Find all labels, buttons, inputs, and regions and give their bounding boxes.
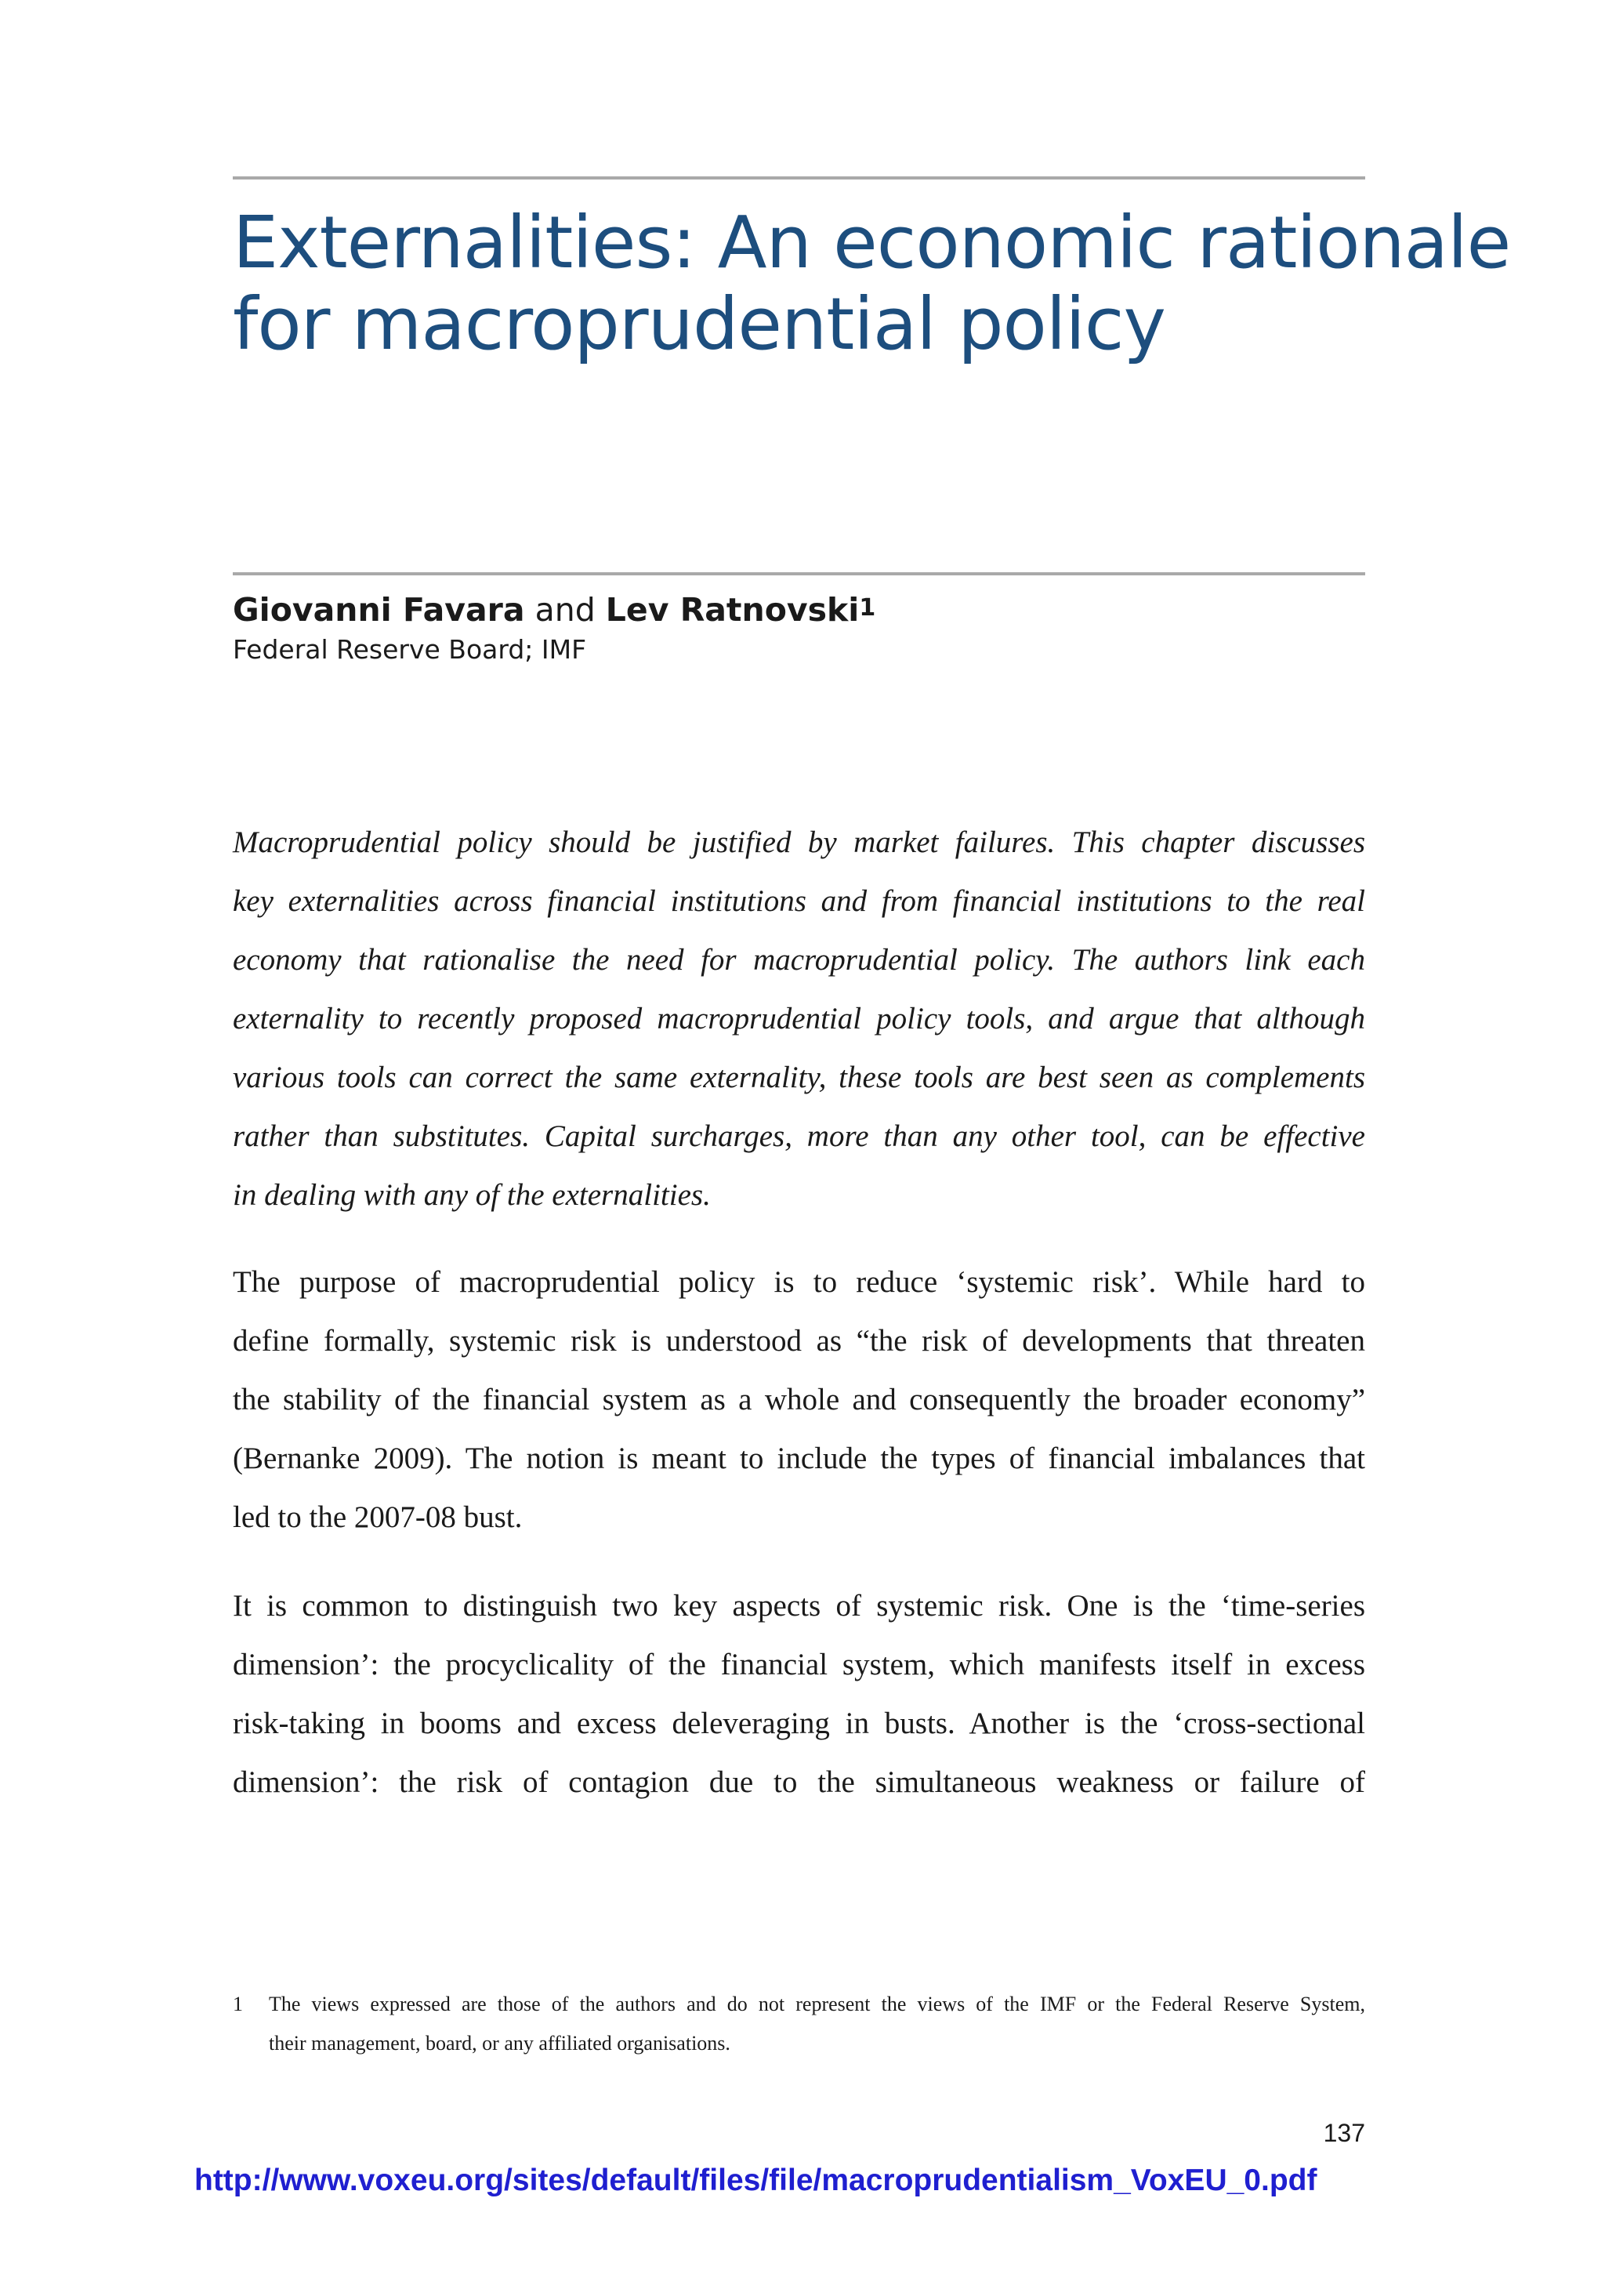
body-paragraph-2 [233, 1576, 1365, 1812]
title-line-2: for macroprudential policy [233, 282, 1165, 366]
affiliation: Federal Reserve Board; IMF [233, 634, 587, 665]
paragraph-line: The purpose of macroprudential policy is to reduce ‘systemic risk’. While hard to [233, 1265, 1365, 1299]
page-number: 137 [1323, 2119, 1365, 2147]
author-footnote-marker: 1 [859, 594, 876, 622]
footnote-line: The views expressed are those of the authors and do not represent the views of the IMF or the Federal Reserve System, [269, 1993, 1365, 2015]
paragraph-line: risk-taking in booms and excess deleveraging in busts. Another is the ‘cross-sectional [233, 1707, 1365, 1740]
author-2: Lev Ratnovski [605, 591, 860, 629]
paragraph-line: led to the 2007-08 bust. [233, 1500, 523, 1534]
abstract-line: economy that rationalise the need for macroprudential policy. The authors link each [233, 943, 1365, 977]
paragraph-line: dimension’: the procyclicality of the financial system, which manifests itself in excess [233, 1648, 1365, 1681]
paragraph-line: (Bernanke 2009). The notion is meant to include the types of financial imbalances that [233, 1442, 1365, 1475]
author-1: Giovanni Favara [233, 591, 525, 629]
abstract [233, 813, 1365, 1224]
footnote-text [269, 1985, 1365, 2063]
footnote-line: their management, board, or any affiliated organisations. [269, 2032, 730, 2055]
paragraph-line: dimension’: the risk of contagion due to the simultaneous weakness or failure of [233, 1765, 1365, 1799]
paragraph-line: the stability of the financial system as a whole and consequently the broader economy” [233, 1383, 1365, 1416]
abstract-line: key externalities across financial institutions and from financial institutions to the real [233, 884, 1365, 918]
top-rule [233, 176, 1365, 180]
author-rule [233, 572, 1365, 575]
chapter-title [233, 201, 1511, 366]
abstract-line: externality to recently proposed macroprudential policy tools, and argue that although [233, 1002, 1365, 1036]
abstract-line: in dealing with any of the externalities. [233, 1178, 711, 1212]
footnote-number: 1 [233, 1993, 243, 2015]
paragraph-line: It is common to distinguish two key aspects of systemic risk. One is the ‘time-series [233, 1589, 1365, 1623]
abstract-line: Macroprudential policy should be justified by market failures. This chapter discusses [233, 825, 1365, 859]
paragraph-line: define formally, systemic risk is understood as “the risk of developments that threaten [233, 1324, 1365, 1358]
abstract-line: various tools can correct the same externality, these tools are best seen as complements [233, 1061, 1365, 1094]
title-line-1: Externalities: An economic rationale [233, 201, 1511, 285]
abstract-line: rather than substitutes. Capital surcharges, more than any other tool, can be effective [233, 1119, 1365, 1153]
footnote [233, 1985, 1365, 2063]
source-url-link[interactable]: http://www.voxeu.org/sites/default/files/file/macroprudentialism_VoxEU_0.pdf [194, 2164, 1317, 2197]
body-paragraph-1 [233, 1253, 1365, 1547]
author-line [233, 588, 875, 632]
author-connector: and [534, 591, 596, 629]
